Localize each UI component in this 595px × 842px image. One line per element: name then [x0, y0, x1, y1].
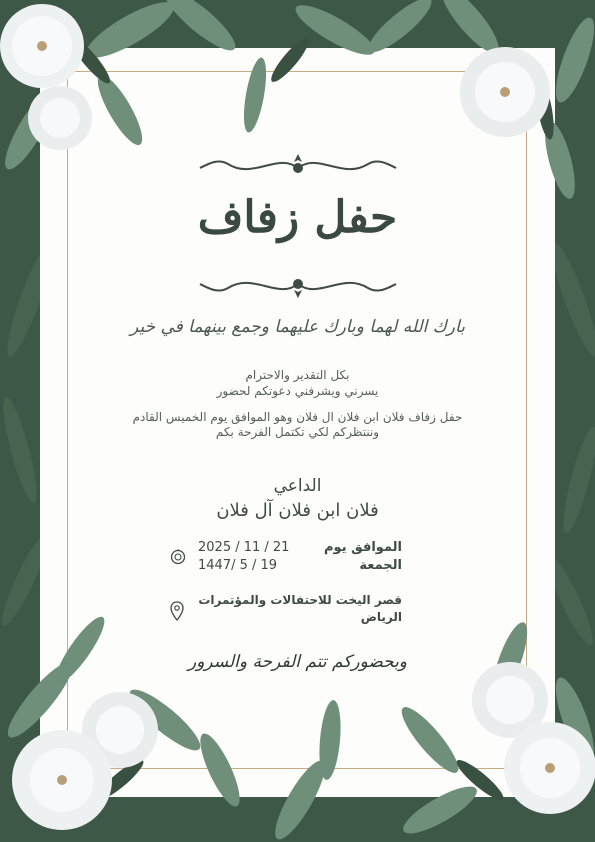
greeting-line-2: يسرني ويشرفني دعوتكم لحضور [216, 384, 379, 398]
blessing-calligraphy: بارك الله لهما وبارك عليهما وجمع بينهما في خير [130, 317, 465, 337]
greeting-line-1: بكل التقدير والاحترام [245, 368, 350, 382]
venue-name: قصر اليخت للاحتفالات والمؤتمرات [198, 593, 402, 607]
closing-calligraphy: وبحضوركم تتم الفرحة والسرور [187, 652, 408, 672]
page-title: حفل زفاف [197, 192, 398, 243]
hijri-date: 1447/ 5 / 19 [198, 558, 278, 573]
ornament-divider-icon [198, 266, 398, 302]
venue-city: الرياض [360, 610, 402, 624]
details-line-1: حفل زفاف فلان ابن فلان ال فلان وهو الموافق يوم الخميس القادم [132, 410, 463, 424]
details-line-2: وننتظركم لكي تكتمل الفرحة بكم [215, 425, 380, 439]
host-label: الداعي [273, 476, 322, 496]
gregorian-date-row [170, 540, 402, 558]
date-label-2: الجمعة [359, 558, 402, 573]
venue-block [170, 593, 402, 629]
date-label-1: الموافق يوم [324, 540, 402, 555]
ornament-divider-icon [198, 150, 398, 186]
location-pin-icon [170, 601, 184, 621]
gregorian-date: 2025 / 11 / 21 [198, 540, 290, 555]
date-block [170, 540, 402, 576]
hijri-date-row [170, 558, 402, 576]
host-name: فلان ابن فلان آل فلان [216, 500, 379, 521]
